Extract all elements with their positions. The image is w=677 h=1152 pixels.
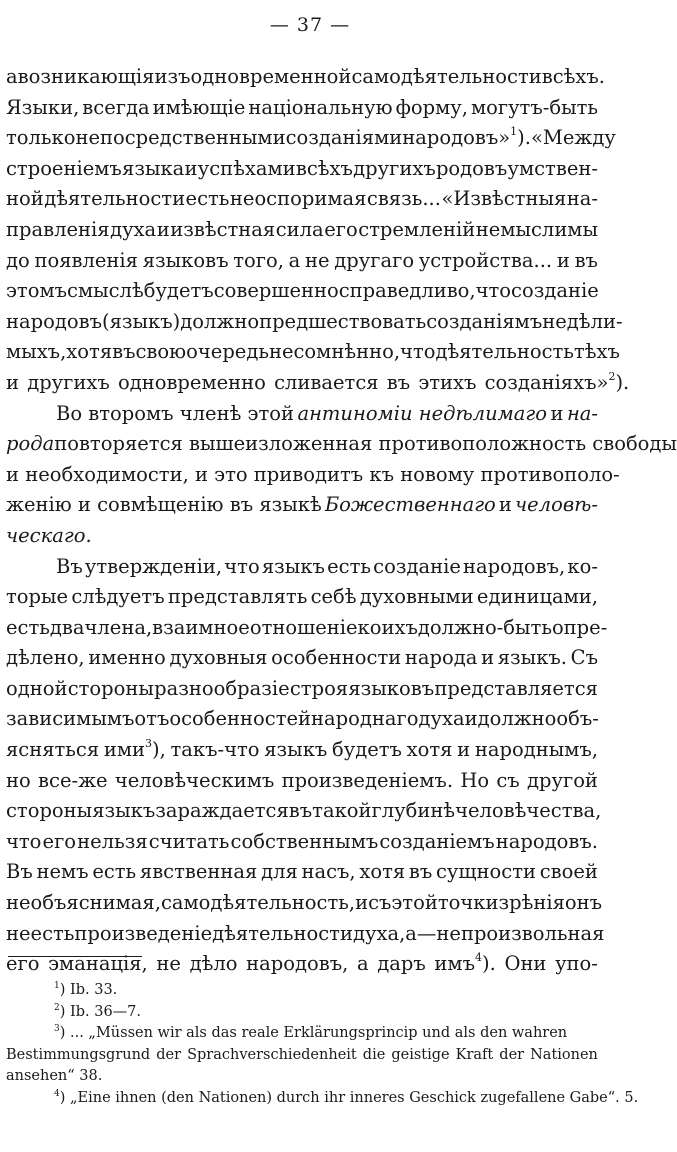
word: «Извѣстныя xyxy=(441,187,567,211)
word: всѣхъ. xyxy=(541,65,605,88)
word: его xyxy=(324,217,358,241)
word: такой xyxy=(312,799,372,823)
word: представлять xyxy=(167,585,308,609)
word: въ xyxy=(408,860,433,884)
footnote-line xyxy=(6,980,598,1002)
page-number: — 37 — xyxy=(269,14,351,36)
word: торые xyxy=(6,585,69,609)
text-line xyxy=(6,857,598,888)
word: не xyxy=(305,248,330,272)
word: эманація, xyxy=(48,952,148,976)
text-line xyxy=(6,796,602,827)
word: дѣятельности xyxy=(44,187,186,211)
text-line xyxy=(6,399,598,430)
word: необъяснимая, xyxy=(6,891,161,915)
word: этихъ xyxy=(418,370,477,394)
word: Sprachverschiedenheit xyxy=(187,1046,357,1063)
word: изъ xyxy=(154,65,191,88)
word: дѣлено, xyxy=(6,646,85,670)
word: устройства... xyxy=(418,248,553,272)
word: того, xyxy=(233,248,284,272)
word: духа xyxy=(418,707,465,731)
italic-term: рода xyxy=(6,432,55,456)
word: своей xyxy=(539,860,598,884)
word: geistige xyxy=(391,1046,450,1063)
word: и xyxy=(556,248,570,272)
word: Nationen xyxy=(530,1046,598,1063)
footnote-mark: 2 xyxy=(54,1002,60,1013)
word: будетъ xyxy=(143,279,214,303)
word: ко- xyxy=(567,554,598,578)
word: языковъ xyxy=(348,676,435,700)
word: самодѣятельности xyxy=(351,65,542,88)
word: этомъ xyxy=(6,279,68,303)
word: не xyxy=(6,921,31,945)
word: онъ xyxy=(564,891,603,915)
footnotes xyxy=(6,980,639,1109)
word: національную xyxy=(248,95,393,119)
word: собственнымъ xyxy=(230,829,379,853)
word: коихъ xyxy=(357,615,418,639)
word: другой xyxy=(527,768,598,792)
word: языкъ xyxy=(92,799,156,823)
text-line xyxy=(6,490,598,521)
text-line xyxy=(6,429,677,460)
word: а—непроизвольная xyxy=(405,921,605,945)
word: нельзя xyxy=(77,829,148,853)
word: Языки, xyxy=(6,95,80,119)
word: и xyxy=(355,891,369,915)
word: созданіе xyxy=(373,554,461,578)
word: на- xyxy=(566,187,598,211)
word: непосредственными xyxy=(75,126,286,150)
footnote-ref: 1 xyxy=(510,125,518,139)
word: строеніемъ xyxy=(6,156,122,180)
word: Они xyxy=(504,952,547,976)
word: умствен- xyxy=(507,156,598,180)
italic-term: на- xyxy=(566,401,598,425)
footnote-line xyxy=(6,1023,598,1045)
word: произведеніе xyxy=(74,921,213,945)
word: языкъ xyxy=(264,738,328,762)
word: немыслимы xyxy=(475,217,598,241)
word: и xyxy=(464,707,478,731)
footnote-line xyxy=(6,1088,639,1110)
word: человѣческимъ xyxy=(114,768,275,792)
italic-term: человѣ- xyxy=(515,493,598,517)
word: сливается xyxy=(274,370,379,394)
word: только xyxy=(6,126,76,150)
word: взаимное xyxy=(152,615,250,639)
word: сила xyxy=(275,217,324,241)
word: есть xyxy=(30,921,75,945)
word: глубинѣ xyxy=(371,799,456,823)
text-line xyxy=(6,154,598,185)
word: и xyxy=(6,370,19,394)
word: имъ$^4$). xyxy=(434,951,496,976)
word: Kraft xyxy=(455,1046,494,1063)
word: неоспоримая xyxy=(229,187,367,211)
word: но xyxy=(6,768,31,792)
word: совершенно xyxy=(213,279,339,303)
word: опре- xyxy=(551,615,608,639)
word: дѣятельности xyxy=(212,921,353,945)
word: члена, xyxy=(84,615,153,639)
word: тѣхъ xyxy=(573,340,620,364)
word: народовъ. xyxy=(495,829,598,853)
word: дѣло xyxy=(189,952,238,976)
word: точки xyxy=(437,891,499,915)
word: der xyxy=(499,1046,525,1063)
word: явственная xyxy=(139,860,258,884)
word: народнымъ, xyxy=(474,738,598,762)
footnote-line xyxy=(6,1066,598,1088)
word: что xyxy=(475,279,512,303)
word: есть xyxy=(185,187,230,211)
word: съ xyxy=(496,768,520,792)
word: а xyxy=(6,65,18,88)
text-line xyxy=(6,246,598,277)
word: языковъ xyxy=(142,248,229,272)
word: народа xyxy=(404,646,478,670)
word: созданіями xyxy=(285,126,403,150)
word: другихъ xyxy=(353,156,436,180)
word: одновременно xyxy=(117,370,266,394)
word: одной xyxy=(6,676,68,700)
word: особенностей xyxy=(169,707,312,731)
word: созданіяхъ»$^2$). xyxy=(484,369,630,394)
footnote-text: ) Ib. 36—7. xyxy=(59,1003,142,1020)
word: а xyxy=(356,952,369,976)
text-line xyxy=(6,276,598,307)
word: даръ xyxy=(377,952,426,976)
word: объ- xyxy=(556,707,599,731)
word: Съ xyxy=(570,646,598,670)
word: что xyxy=(6,829,42,853)
word: языкъ xyxy=(261,554,325,578)
word: представляется xyxy=(434,676,598,700)
word: сущности xyxy=(436,860,536,884)
word: зависимымъ xyxy=(6,707,135,731)
footnote-mark: 1 xyxy=(54,981,60,991)
word: мыхъ, xyxy=(6,340,67,364)
text-run: Во второмъ членѣ этой xyxy=(56,401,294,425)
word: предшествовать xyxy=(259,309,427,333)
word: другихъ xyxy=(27,370,110,394)
body-text xyxy=(6,62,677,980)
word: всегда xyxy=(82,95,150,119)
text-line xyxy=(6,674,598,705)
word: форму, xyxy=(395,95,468,119)
word: единицами, xyxy=(476,585,598,609)
text-run: и xyxy=(550,401,564,425)
word: недѣли- xyxy=(542,309,623,333)
word: появленія xyxy=(34,248,138,272)
word: упо- xyxy=(555,952,598,976)
word: что xyxy=(224,554,260,578)
footnote-divider xyxy=(8,956,142,957)
word: а xyxy=(288,248,301,272)
word: должно-быть xyxy=(417,615,552,639)
text-line xyxy=(6,704,598,735)
word: и xyxy=(156,217,170,241)
word: духовныя xyxy=(169,646,268,670)
word: die xyxy=(362,1046,386,1063)
word: зрѣнія xyxy=(498,891,565,915)
word: хотя xyxy=(406,738,453,762)
text-line xyxy=(6,919,605,950)
text-line xyxy=(6,368,630,399)
word: Въ xyxy=(6,860,33,884)
word: успѣхами xyxy=(197,156,296,180)
word: зараждается xyxy=(155,799,289,823)
word: хотя xyxy=(66,340,113,364)
word: созданіе xyxy=(511,279,599,303)
footnote-ref: 4 xyxy=(475,951,482,965)
word: очередь xyxy=(186,340,269,364)
word: особенности xyxy=(271,646,402,670)
word: отъ xyxy=(134,707,170,731)
text-line xyxy=(6,123,616,154)
text-line xyxy=(6,643,598,674)
text-line xyxy=(6,949,598,980)
footnote-line xyxy=(6,1045,598,1067)
word: строя xyxy=(289,676,349,700)
word: созданіямъ xyxy=(426,309,543,333)
word: Но xyxy=(460,768,490,792)
word: правленія xyxy=(6,217,110,241)
word: духа xyxy=(110,217,157,241)
italic-term: ческаго. xyxy=(6,523,92,547)
word: отношеніе xyxy=(249,615,358,639)
word: стороны xyxy=(6,799,93,823)
word: ясняться xyxy=(6,738,100,762)
word: ной xyxy=(6,187,44,211)
text-line xyxy=(6,215,598,246)
word: извѣстная xyxy=(170,217,276,241)
word: его xyxy=(6,952,40,976)
word: Bestimmungsgrund xyxy=(6,1046,151,1063)
word: должно xyxy=(180,309,260,333)
word: созданіемъ xyxy=(379,829,495,853)
word: въ xyxy=(386,370,411,394)
word: самодѣятельность, xyxy=(160,891,356,915)
word: себѣ xyxy=(310,585,357,609)
text-line xyxy=(6,337,620,368)
word: имѣющіе xyxy=(152,95,246,119)
word: связь... xyxy=(366,187,441,211)
word: другаго xyxy=(334,248,415,272)
text-run: и необходимости, и это приводитъ къ новому противополо- xyxy=(6,462,620,486)
word: должно xyxy=(477,707,557,731)
word: свою xyxy=(135,340,187,364)
word: въ xyxy=(288,799,313,823)
word: есть xyxy=(327,554,371,578)
word: стремленій xyxy=(358,217,476,241)
word: для xyxy=(261,860,298,884)
word: одновременной xyxy=(190,65,352,88)
footnote-mark: 3 xyxy=(54,1024,60,1034)
word: могутъ-быть xyxy=(470,95,598,119)
word: народнаго xyxy=(311,707,419,731)
text-run: и xyxy=(498,493,512,517)
word: будетъ xyxy=(331,738,402,762)
word: и xyxy=(457,738,471,762)
word: «Между xyxy=(530,126,616,150)
word: такъ-что xyxy=(170,738,260,762)
footnote-mark: 4 xyxy=(54,1088,60,1099)
word: языкъ. xyxy=(497,646,567,670)
footnote-ref: 2 xyxy=(608,369,616,383)
word: немъ xyxy=(36,860,89,884)
word: съ xyxy=(368,891,392,915)
word: что xyxy=(400,340,436,364)
word: человѣчества, xyxy=(455,799,602,823)
word: произведеніемъ. xyxy=(281,768,454,792)
word: der xyxy=(156,1046,182,1063)
word: считать xyxy=(148,829,230,853)
footnote-text: ) „Eine ihnen (den Nationen) durch ihr inneres Geschick zugefallene Gabe“. 5. xyxy=(59,1089,639,1106)
word: всѣхъ xyxy=(295,156,353,180)
word: духа, xyxy=(352,921,406,945)
word: не xyxy=(156,952,181,976)
word: справедливо, xyxy=(338,279,476,303)
word: (языкъ) xyxy=(101,309,181,333)
paragraph-1 xyxy=(6,62,630,399)
paragraph-3 xyxy=(6,552,608,980)
text-line xyxy=(6,552,598,583)
text-line xyxy=(6,766,598,797)
footnote-text: ) ... „Müssen wir als das reale Erklärungsprincip und als den wahren xyxy=(59,1025,568,1041)
word: народовъ xyxy=(6,309,102,333)
word: все-же xyxy=(38,768,108,792)
word: и xyxy=(184,156,198,180)
word: хотя xyxy=(359,860,406,884)
italic-term: антиноміи недѣлимаго xyxy=(297,401,548,425)
text-line xyxy=(6,93,598,124)
text-line xyxy=(6,827,598,858)
footnote-text: ) Ib. 33. xyxy=(59,982,118,998)
text-line xyxy=(6,307,623,338)
word: есть xyxy=(6,615,50,639)
word: стороны xyxy=(67,676,154,700)
word: дѣятельность xyxy=(435,340,574,364)
word: возникающія xyxy=(17,65,155,88)
word: въ xyxy=(574,248,598,272)
text-run: повторяется вышеизложенная противоположность свободы xyxy=(54,432,677,456)
text-line xyxy=(6,521,598,552)
text-line xyxy=(6,62,605,93)
word: смыслѣ xyxy=(67,279,144,303)
word: насъ, xyxy=(301,860,356,884)
word: народовъ, xyxy=(463,554,566,578)
footnote-line xyxy=(6,1002,598,1024)
italic-term: Божественнаго xyxy=(324,493,496,517)
word: народовъ»$^1$). xyxy=(402,125,531,150)
word: несомнѣнно, xyxy=(268,340,401,364)
word: этой xyxy=(391,891,438,915)
word: въ xyxy=(112,340,136,364)
text-line xyxy=(6,613,608,644)
word: и xyxy=(481,646,495,670)
word: до xyxy=(6,248,30,272)
word: Въ xyxy=(56,554,83,578)
text-line xyxy=(6,735,598,766)
text-run: женію и совмѣщенію въ языкѣ xyxy=(6,493,322,517)
text-line xyxy=(6,888,603,919)
word: родовъ xyxy=(435,156,508,180)
text-line xyxy=(6,582,598,613)
word: два xyxy=(49,615,85,639)
word: разнообразіе xyxy=(154,676,290,700)
word: народовъ, xyxy=(246,952,349,976)
footnote-ref: 3 xyxy=(145,737,153,751)
paragraph-2 xyxy=(6,399,677,552)
word: именно xyxy=(88,646,166,670)
word: есть xyxy=(92,860,137,884)
text-line xyxy=(6,184,598,215)
footnote-text: ansehen“ 38. xyxy=(6,1068,103,1084)
word: слѣдуетъ xyxy=(71,585,165,609)
word: языка xyxy=(122,156,185,180)
word: его xyxy=(42,829,77,853)
word: утвержденіи, xyxy=(84,554,223,578)
text-line xyxy=(6,460,620,491)
word: духовными xyxy=(359,585,474,609)
word: ими$^3$), xyxy=(103,737,166,762)
